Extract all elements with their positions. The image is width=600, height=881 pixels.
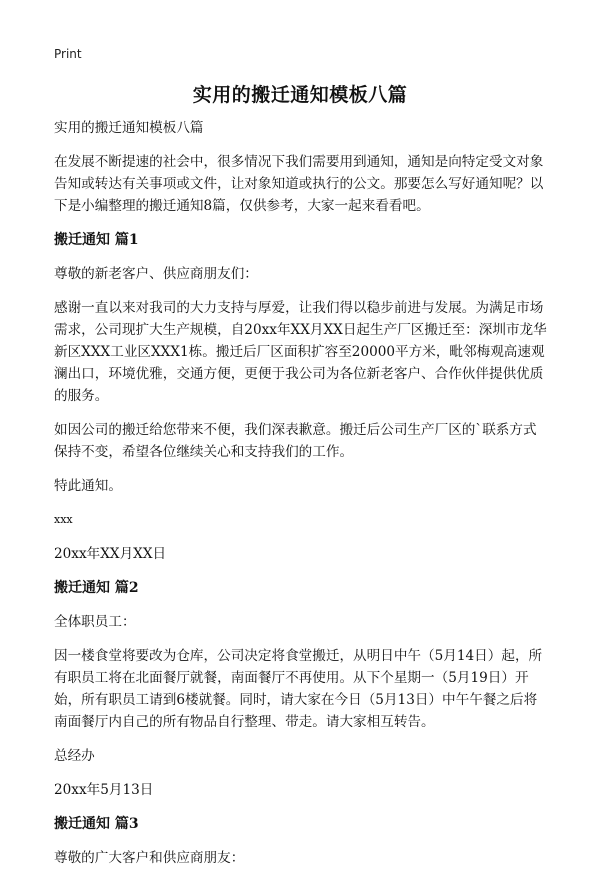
section-2-signer: 总经办 [54,748,95,764]
section-1-date: 20xx年XX月XX日 [54,546,167,562]
section-heading-3: 搬迁通知 篇3 [54,816,139,832]
section-1-signer: xxx [54,513,73,526]
section-3-salutation: 尊敬的广大客户和供应商朋友： [54,850,245,866]
section-heading-1: 搬迁通知 篇1 [54,232,139,248]
print-label: Print [54,47,82,61]
section-heading-2: 搬迁通知 篇2 [54,580,139,596]
intro-paragraph: 在发展不断提速的社会中，很多情况下我们需要用到通知，通知是向特定受文对象告知或转达有关事项或文件，让对象知道或执行的公文。那要怎么写好通知呢？以下是小编整理的搬迁通知8篇，仅供参考，大家一起来看看吧。 [54,154,544,214]
section-2-paragraph-1: 因一楼食堂将要改为仓库，公司决定将食堂搬迁，从明日中午（5月14日）起，所有职员工将在北面餐厅就餐，南面餐厅不再使用。从下个星期一（5月19日）开始，所有职员工请到6楼就餐。同时，请大家在今日（5月13日）中午午餐之后将南面餐厅内自己的所有物品自行整理、带走。请大家相互转告。 [54,648,543,730]
section-2-salutation: 全体职员工： [54,614,136,630]
section-1-paragraph-2: 如因公司的搬迁给您带来不便，我们深表歉意。搬迁后公司生产厂区的`联系方式保持不变，希望各位继续关心和支持我们的工作。 [54,422,537,460]
document-body [54,117,550,881]
section-1-closing: 特此通知。 [54,478,122,494]
section-2-date: 20xx年5月13日 [54,782,154,798]
section-1-salutation: 尊敬的新老客户、供应商朋友们： [54,266,258,282]
document-subtitle: 实用的搬迁通知模板八篇 [54,120,204,136]
section-1-paragraph-1: 感谢一直以来对我司的大力支持与厚爱，让我们得以稳步前进与发展。为满足市场需求，公司现扩大生产规模，自20xx年XX月XX日起生产厂区搬迁至：深圳市龙华新区XXX工业区XXX1栋。搬迁后厂区面积扩容至20000平方米，毗邻梅观高速观澜出口，环境优雅，交通方便，更便于我公司为各位新老客户、合作伙伴提供优质的服务。 [54,300,547,404]
document-title: 实用的搬迁通知模板八篇 [192,84,408,106]
